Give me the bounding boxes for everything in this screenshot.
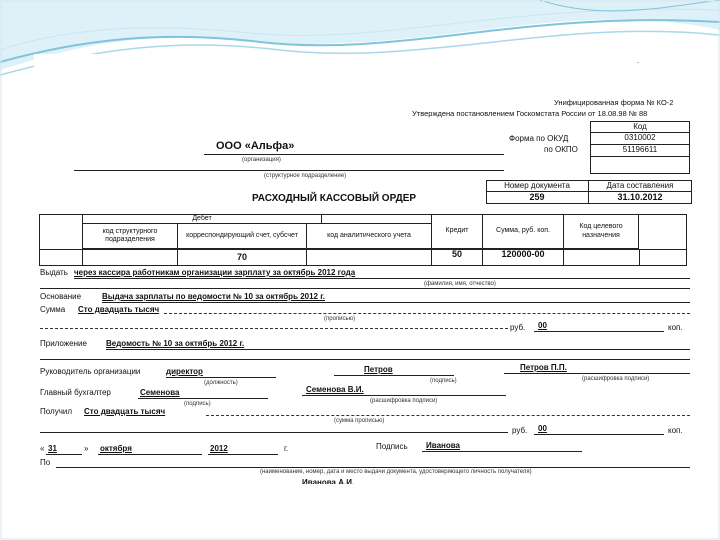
- head-decoded: Петров П.П.: [520, 363, 567, 372]
- by-doc-label: По: [40, 458, 51, 467]
- debit-header: Дебет: [82, 214, 322, 224]
- accountant-decoded: Семенова В.И.: [306, 385, 364, 394]
- okpo-label: по ОКПО: [544, 145, 578, 154]
- amount-rub-label: руб.: [510, 323, 526, 332]
- head-caption-signature: (подпись): [430, 378, 457, 384]
- date-month: октября: [100, 444, 132, 453]
- code-header: Код: [633, 122, 647, 131]
- received-kop-label: коп.: [668, 426, 683, 435]
- sign-value: Иванова: [426, 441, 460, 450]
- received-label: Получил: [40, 407, 72, 416]
- doc-number-value: 259: [529, 192, 545, 202]
- head-signature: Петров: [364, 365, 393, 374]
- issue-label: Выдать: [40, 268, 68, 277]
- head-caption-decoded: (расшифровка подписи): [582, 376, 650, 382]
- col-purpose-header: Код целевого назначения: [563, 214, 639, 249]
- received-value: Сто двадцать тысяч: [84, 407, 166, 416]
- doc-date-value: 31.10.2012: [617, 192, 663, 202]
- attachment-value: Ведомость № 10 за октябрь 2012 г.: [106, 339, 245, 348]
- amount-value: Сто двадцать тысяч: [78, 305, 160, 314]
- okud-code: 0310002: [624, 133, 656, 142]
- date-close-quote: »: [84, 444, 89, 453]
- basis-value: Выдача зарплаты по ведомости № 10 за октябрь 2012 г.: [102, 292, 325, 301]
- basis-label: Основание: [40, 292, 82, 301]
- unified-form-label: Унифицированная форма № КО-2: [554, 98, 674, 107]
- approved-label: Утверждена постановлением Госкомстата России от 18.08.98 № 88: [412, 109, 648, 118]
- amount-label: Сумма: [40, 305, 66, 314]
- organization-name: ООО «Альфа»: [216, 140, 295, 152]
- document-title: РАСХОДНЫЙ КАССОВЫЙ ОРДЕР: [252, 193, 417, 204]
- attachment-label: Приложение: [40, 339, 87, 348]
- doc-number-label: Номер документа: [504, 181, 570, 190]
- date-year-suffix: г.: [284, 444, 289, 453]
- accountant-caption-decoded: (расшифровка подписи): [370, 398, 438, 404]
- received-kop-value: 00: [538, 424, 547, 433]
- accountant-signature: Семенова: [140, 388, 180, 397]
- col-account-header: корреспондирующий счет, субсчет: [177, 223, 307, 249]
- head-label: Руководитель организации: [40, 367, 141, 376]
- col-sum-header: Сумма, руб. коп.: [482, 214, 564, 249]
- by-doc-caption: (наименование, номер, дата и место выдачи документа, удостоверяющего личность получателя): [260, 469, 532, 475]
- accountant-label: Главный бухгалтер: [40, 388, 111, 397]
- date-day: 31: [48, 444, 57, 453]
- sum-value: 120000-00: [501, 249, 545, 259]
- amount-caption: (прописью): [324, 316, 356, 322]
- received-rub-label: руб.: [512, 426, 528, 435]
- accountant-caption-signature: (подпись): [184, 401, 211, 407]
- okpo-code: 51196611: [622, 145, 658, 154]
- bottom-partial-name: Иванова А.И.: [302, 478, 355, 484]
- okud-label: Форма по ОКУД: [509, 134, 569, 143]
- account-value: 70: [236, 252, 247, 262]
- col-division-header: код структурного подразделения: [82, 223, 178, 249]
- head-caption-position: (должность): [204, 380, 238, 386]
- date-open-quote: «: [40, 444, 45, 453]
- issue-value: через кассира работникам организации зарплату за октябрь 2012 года: [74, 268, 356, 277]
- cash-voucher-document: [34, 54, 692, 484]
- col-credit-header: Кредит: [431, 214, 483, 249]
- col-analytic-header: код аналитического учета: [306, 223, 432, 249]
- head-position: директор: [166, 367, 203, 376]
- sign-label: Подпись: [376, 442, 408, 451]
- organization-caption: (организация): [242, 157, 281, 163]
- date-year: 2012: [210, 444, 228, 453]
- division-caption: (структурное подразделение): [264, 173, 347, 179]
- amount-kop-label: коп.: [668, 323, 683, 332]
- issue-caption: (фамилия, имя, отчество): [424, 281, 496, 287]
- amount-kop-value: 00: [538, 321, 547, 330]
- corner-mark: -: [637, 60, 639, 66]
- doc-date-label: Дата составления: [606, 181, 674, 190]
- received-caption: (сумма прописью): [334, 418, 385, 424]
- credit-value: 50: [451, 249, 462, 259]
